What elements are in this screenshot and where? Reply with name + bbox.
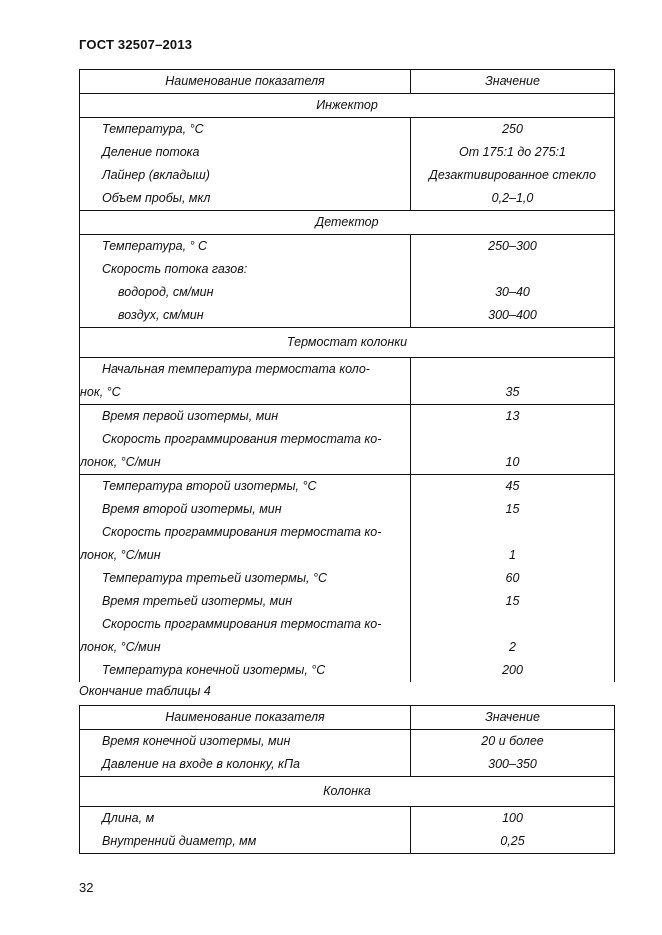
- row-value: 2: [509, 640, 516, 654]
- table-row: [80, 830, 615, 854]
- row-value: Дезактивированное стекло: [429, 168, 596, 182]
- row-value: 35: [411, 381, 615, 405]
- row-name: Внутренний диаметр, мм: [80, 830, 411, 854]
- row-name: Температура, ° С: [80, 235, 411, 259]
- section-row-column: [80, 777, 615, 807]
- row-name: Деление потока: [80, 141, 411, 164]
- row-name: Скорость потока газов:: [80, 258, 411, 281]
- section-title-column: Колонка: [80, 777, 615, 807]
- section-row-injector: [80, 94, 615, 118]
- document-id: ГОСТ 32507–2013: [79, 37, 193, 52]
- table-row: [80, 567, 615, 590]
- section-title-detector: Детектор: [80, 211, 615, 235]
- table-row: [80, 258, 615, 281]
- table-row: [80, 590, 615, 613]
- column-header-value: Значение: [411, 70, 615, 94]
- column-header-value: Значение: [411, 706, 615, 730]
- table-row: [80, 753, 615, 777]
- row-name: Лайнер (вкладыш): [80, 164, 411, 187]
- column-header-name: Наименование показателя: [80, 706, 411, 730]
- row-name: Время третьей изотермы, мин: [80, 590, 411, 613]
- row-value: 250: [502, 122, 523, 136]
- row-name: Длина, м: [80, 807, 411, 831]
- row-name: Температура третьей изотермы, °С: [80, 567, 411, 590]
- table-row: [80, 381, 615, 405]
- row-value: 0,2–1,0: [491, 191, 534, 205]
- table-row: [80, 475, 615, 499]
- table-row: [80, 613, 615, 636]
- row-name: Время конечной изотермы, мин: [80, 730, 411, 754]
- table-row: [80, 118, 615, 142]
- table-row: [80, 187, 615, 211]
- row-value: 0,25: [500, 834, 525, 848]
- parameters-table-continued: [79, 705, 615, 854]
- table-row: [80, 451, 615, 475]
- section-row-detector: [80, 211, 615, 235]
- row-value: 45: [505, 479, 520, 493]
- table-row: [80, 498, 615, 521]
- row-value: От 175:1 до 275:1: [459, 145, 566, 159]
- table-header-row: [80, 706, 615, 730]
- row-value: 250–300: [488, 239, 537, 253]
- row-name-continued: лонок, °С/мин: [80, 544, 411, 567]
- row-name-continued: лонок, °С/мин: [80, 636, 411, 659]
- row-name: воздух, см/мин: [80, 304, 411, 328]
- row-name: Температура второй изотермы, °С: [80, 475, 411, 499]
- section-title-thermostat: Термостат колонки: [80, 328, 615, 358]
- table-row: [80, 358, 615, 382]
- table-row: [80, 304, 615, 328]
- table-header-row: [80, 70, 615, 94]
- table-row: [80, 428, 615, 451]
- row-name: Время второй изотермы, мин: [80, 498, 411, 521]
- section-row-thermostat: [80, 328, 615, 358]
- table-continuation-caption: Окончание таблицы 4: [79, 684, 211, 698]
- row-name: Температура, °С: [80, 118, 411, 142]
- row-value: 200: [502, 663, 523, 677]
- row-name: Начальная температура термостата коло-: [80, 358, 411, 382]
- row-name: Температура конечной изотермы, °С: [80, 659, 411, 682]
- row-name-continued: лонок, °С/мин: [80, 451, 411, 475]
- page-number: 32: [79, 880, 94, 895]
- row-name-continued: нок, °С: [80, 381, 411, 405]
- row-value: 20 и более: [481, 734, 544, 748]
- table-row: [80, 235, 615, 259]
- section-title-injector: Инжектор: [80, 94, 615, 118]
- row-name: Скорость программирования термостата ко-: [80, 613, 411, 636]
- table-row: [80, 141, 615, 164]
- table-row: [80, 164, 615, 187]
- table-row: [80, 807, 615, 831]
- row-name: Скорость программирования термостата ко-: [80, 521, 411, 544]
- parameters-table: [79, 69, 615, 682]
- row-value: 300–400: [488, 308, 537, 322]
- table-row: [80, 636, 615, 659]
- table-row: [80, 405, 615, 429]
- row-name: Скорость программирования термостата ко-: [80, 428, 411, 451]
- row-value: 30–40: [495, 285, 530, 299]
- table-row: [80, 521, 615, 544]
- row-value: 300–350: [488, 757, 537, 771]
- row-value: [411, 258, 615, 281]
- row-name: Время первой изотермы, мин: [80, 405, 411, 429]
- table-row: [80, 281, 615, 304]
- row-value: 15: [505, 502, 520, 516]
- row-value: 13: [505, 409, 520, 423]
- table-row: [80, 544, 615, 567]
- row-value: 10: [411, 451, 615, 475]
- row-name: водород, см/мин: [80, 281, 411, 304]
- row-value: 60: [505, 571, 520, 585]
- row-value: 1: [509, 548, 516, 562]
- column-header-name: Наименование показателя: [80, 70, 411, 94]
- table-row: [80, 730, 615, 754]
- row-name: Объем пробы, мкл: [80, 187, 411, 211]
- row-value: 15: [505, 594, 520, 608]
- row-value: 100: [502, 811, 523, 825]
- table-row: [80, 659, 615, 682]
- row-name: Давление на входе в колонку, кПа: [80, 753, 411, 777]
